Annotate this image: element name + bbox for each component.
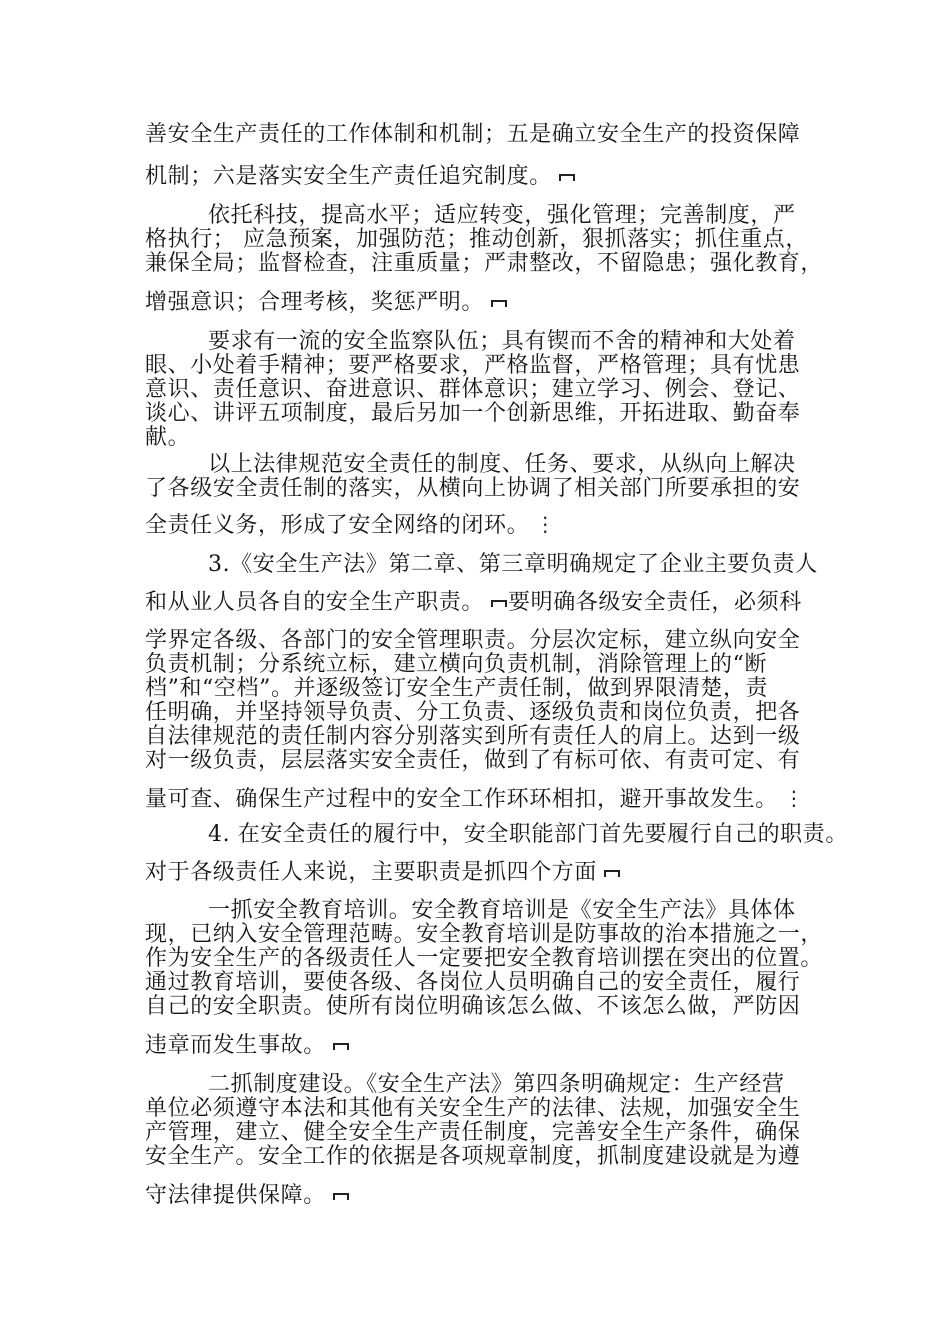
- text-line: [145, 290, 825, 316]
- text-line: 产管理，建立、健全安全生产责任制度，完善安全生产条件，确保: [145, 1120, 801, 1145]
- text-line: [145, 1033, 825, 1059]
- text-line: 献。: [145, 425, 191, 450]
- text-line: 任明确，并坚持领导负责、分工负责、逐级负责和岗位负责，把各: [145, 700, 801, 725]
- text-line: 了各级安全责任制的落实，从横向上协调了相关部门所要承担的安: [145, 476, 801, 501]
- text-line: 依托科技，提高水平；适应转变，强化管理；完善制度，严: [208, 203, 796, 228]
- text-line: 对一级负责，层层落实安全责任，做到了有标可依、有责可定、有: [145, 748, 801, 773]
- text-line: [145, 1183, 825, 1209]
- text-line: 要求有一流的安全监察队伍；具有锲而不舍的精神和大处着: [208, 329, 796, 354]
- break-mark-icon: [332, 1191, 350, 1201]
- text-line: [145, 590, 825, 616]
- text-line: 一抓安全教育培训。安全教育培训是《安全生产法》具体体: [208, 898, 796, 923]
- dots-mark-icon: [784, 791, 792, 809]
- text-line-content: 和从业人员各自的安全生产职责。: [145, 590, 485, 615]
- text-line: 自法律规范的责任制内容分别落实到所有责任人的肩上。达到一级: [145, 724, 801, 749]
- break-mark-icon: [603, 868, 621, 878]
- text-line-content: 守法律提供保障。: [145, 1183, 326, 1208]
- dots-mark-icon: [535, 517, 543, 535]
- break-mark-icon: [558, 172, 576, 182]
- text-line: [145, 787, 825, 813]
- text-line: 4. 在安全责任的履行中，安全职能部门首先要履行自己的职责。: [208, 822, 848, 847]
- text-line: 以上法律规范安全责任的制度、任务、要求，从纵向上解决: [208, 452, 796, 477]
- text-line-content: 量可查、确保生产过程中的安全工作环环相扣，避开事故发生。: [145, 787, 778, 812]
- text-line: [145, 860, 825, 886]
- break-mark-icon: [490, 298, 508, 308]
- text-line: 作为安全生产的各级责任人一定要把安全教育培训摆在突出的位置。: [145, 946, 824, 971]
- text-line: 负责机制；分系统立标，建立横向负责机制，消除管理上的“断: [145, 652, 768, 677]
- text-line: 格执行； 应急预案，加强防范；推动创新，狠抓落实；抓住重点，: [145, 227, 808, 252]
- text-line: 通过教育培训，要使各级、各岗位人员明确自己的安全责任，履行: [145, 970, 801, 995]
- text-line: 档”和“空档”。并逐级签订安全生产责任制，做到界限清楚，责: [145, 676, 769, 701]
- text-line-content: 对于各级责任人来说，主要职责是抓四个方面: [145, 860, 598, 885]
- text-line: 兼保全局；监督检查，注重质量；严肃整改，不留隐患；强化教育，: [145, 251, 824, 276]
- text-line: 自己的安全职责。使所有岗位明确该怎么做、不该怎么做，严防因: [145, 994, 801, 1019]
- break-mark-icon: [332, 1041, 350, 1051]
- text-line-content: 增强意识；合理考核，奖惩严明。: [145, 290, 485, 315]
- text-line: 二抓制度建设。《安全生产法》第四条明确规定：生产经营: [208, 1072, 785, 1097]
- text-line: 安全生产。安全工作的依据是各项规章制度，抓制度建设就是为遵: [145, 1144, 801, 1169]
- text-line-content: 要明确各级安全责任，必须科: [508, 590, 802, 615]
- text-line: 谈心、讲评五项制度，最后另加一个创新思维，开拓进取、勤奋奉: [145, 401, 801, 426]
- text-line: [145, 513, 825, 539]
- text-line: [145, 164, 825, 190]
- text-line: 眼、小处着手精神；要严格要求，严格监督，严格管理；具有忧患: [145, 353, 801, 378]
- text-line: 现，已纳入安全管理范畴。安全教育培训是防事故的治本措施之一，: [145, 922, 824, 947]
- text-line: 单位必须遵守本法和其他有关安全生产的法律、法规，加强安全生: [145, 1096, 801, 1121]
- text-line-content: 全责任义务，形成了安全网络的闭环。: [145, 513, 530, 538]
- text-line-content: 机制；六是落实安全生产责任追究制度。: [145, 164, 552, 189]
- text-line: 善安全生产责任的工作体制和机制；五是确立安全生产的投资保障: [145, 122, 801, 147]
- text-line: 3.《安全生产法》第二章、第三章明确规定了企业主要负责人: [208, 552, 818, 577]
- text-line: 学界定各级、各部门的安全管理职责。分层次定标，建立纵向安全: [145, 628, 801, 653]
- text-line: 意识、责任意识、奋进意识、群体意识；建立学习、例会、登记、: [145, 377, 801, 402]
- text-line-content: 违章而发生事故。: [145, 1033, 326, 1058]
- break-mark-icon: [490, 598, 508, 608]
